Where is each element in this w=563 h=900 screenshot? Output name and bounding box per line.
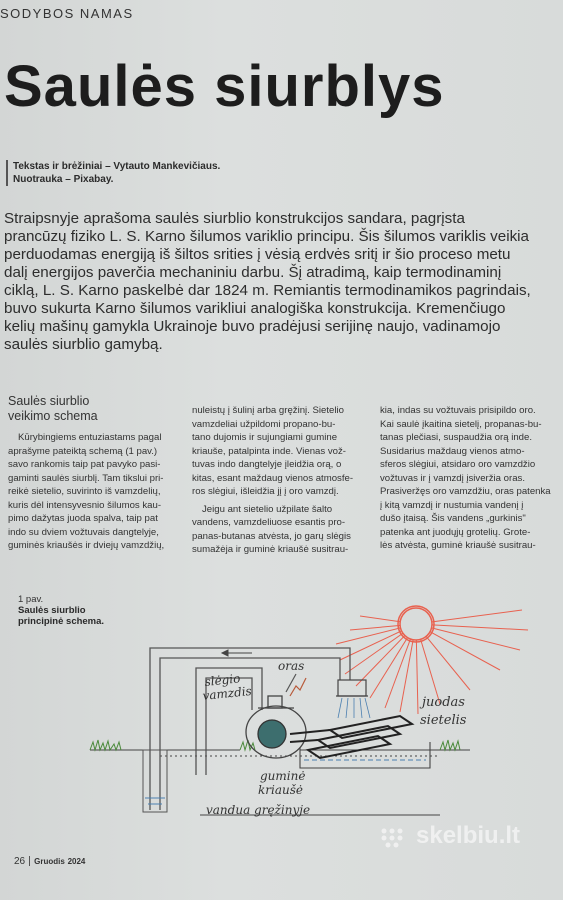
credit-text: Tekstas ir brėžiniai – Vytauto Mankevičiaus. [13,161,221,172]
body-line: tano dujomis ir sujungiami gumine [192,432,338,443]
issue-year: 2024 [67,857,86,866]
lead-line: saulės siurblio gamybą. [4,336,163,353]
lead-line: kelių mašinų gamykla Ukrainoje buvo pradėjusi serijinę naujo, vadinamojo [4,318,501,335]
body-line: indo su dviem vožtuvais dangtelyje, [8,526,159,538]
body-line: panas-butanas atvėsta, jo garų slėgis [192,530,351,542]
lead-line: perduodamas energiją iš šiltos srities į vėsią erdvės sritį ir šio proceso metu [4,246,511,263]
body-column-3 [380,404,560,553]
body-line: ros slėgiui, išleidžia jį į oro vamzdį. [192,486,339,497]
body-line: aprašyme pateiktą schemą (1 pav.) [8,445,158,457]
lead-line: prancūzų fiziko L. S. Karno šilumos variklio principu. Šis šilumos variklis veikia [4,228,529,245]
label-rubber-2: kriaušė [258,783,303,797]
body-line: gaminti saulės siurblį. Tam tikslui pri- [8,472,164,484]
label-pressure-2: vamzdis [201,683,253,703]
water-in-well [145,798,165,804]
lead-line: buvo sukurta Karno šilumos varikliui analogiška konstrukcija. Kremenčiugo [4,300,506,317]
body-line: vožtuvas ir į vamzdį įsiveržia oras. [380,472,526,484]
body-line: kuris dėl intensyvesnio šilumos kau- [8,499,162,511]
body-line: vamzdeliai užpildomi propano-bu- [192,418,336,430]
body-line: sumažėja ir guminė kriaušė susitrau- [192,544,349,555]
footer-divider [29,856,30,866]
body-line: sferos slėgiui, atsidaro oro vamzdžio [380,459,536,470]
section-heading: SODYBOS NAMAS [0,6,134,21]
body-line: Susidarius maždaug vienos atmo- [380,445,525,457]
figure-number: 1 pav. [18,594,44,605]
article-title: Saulės siurblys [4,54,445,119]
body-line: kia, indas su vožtuvais prisipildo oro. [380,405,536,416]
air-inlet-icon [286,674,306,696]
subheading [8,394,98,424]
lead-line: dalį energijos paverčia mechaniniu darbu. Šį atradimą, kaip termodinaminį [4,264,502,281]
body-line: savo rankomis taip pat pavyko pasi- [8,459,161,470]
watermark: skelbiu.lt [416,822,521,849]
article-credits [6,160,220,186]
issue-month: Gruodis [34,857,65,866]
body-line: kitas, esant maždaug vienos atmosfe- [192,472,354,484]
shower-head [336,680,370,718]
body-line: dušo įtaisą. Šis vandens „gurkinis" [380,513,526,524]
black-grid [290,716,412,758]
subheading-line: Saulės siurblio [8,394,90,408]
body-line: kriauše, patalpinta inde. Vienas vož- [192,445,346,457]
lead-line: ciklą, L. S. Karno paskelbė dar 1824 m. Remiantis termodinamikos pagrindais, [4,282,531,299]
body-line: vandens, vamzdeliuose esantis pro- [192,517,346,528]
lead-paragraph [4,210,556,354]
page-number: 26 [14,856,26,867]
body-line: tuvas indo dangtelyje įleidžia orą, o [192,459,342,470]
body-line: Prasiveržęs oro vamzdžiu, oras patenka [380,486,551,497]
label-rubber-1: guminė [260,769,306,783]
label-pressure-1: slėgio [203,671,241,689]
label-black-1: juodas [422,695,465,710]
body-line: guminės kriaušės ir dviejų vamzdžių, [8,540,165,551]
label-well-water: vandua gręžinyje [206,803,311,817]
figure-caption-line: Saulės siurblio [18,605,86,616]
label-black-2: sietelis [420,713,467,728]
figure-caption-line: principinė schema. [18,616,105,627]
body-line: pimo dažytas juoda spalva, taip pat [8,513,158,524]
body-line: Jeigu ant sietelio užpilate šalto [202,503,333,515]
body-line: į kitą vamzdį ir nustumia vandenį į [380,499,524,511]
lead-line: Straipsnyje aprašoma saulės siurblio konstrukcijos sandara, pagrįsta [4,210,465,227]
body-line: reikė sietelio, suvirinto iš vamzdelių, [8,486,161,497]
water-basin [300,742,430,768]
body-line: nuleistų į šulinį arba gręžinį. Sietelio [192,405,344,416]
body-column-1 [8,431,180,553]
body-line: Kūrybingiems entuziastams pagal [18,432,162,443]
credit-photo: Nuotrauka – Pixabay. [13,174,114,185]
watermark-logo-icon [378,826,412,848]
body-line: Kai saulė įkaitina sietelį, propanas-bu- [380,418,542,430]
figure-caption [18,605,104,627]
solar-pump-diagram [0,600,563,840]
body-line: patenka ant juodųjų grotelių. Grote- [380,526,531,538]
flow-arrow-icon [222,650,252,656]
page-footer [14,856,85,867]
body-column-2 [192,404,372,557]
subheading-line: veikimo schema [8,409,98,423]
label-air: oras [278,659,305,673]
body-line: lės atvėsta, guminė kriaušė susitrau- [380,540,536,551]
body-line: tanas plečiasi, suspaudžia orą inde. [380,432,532,443]
